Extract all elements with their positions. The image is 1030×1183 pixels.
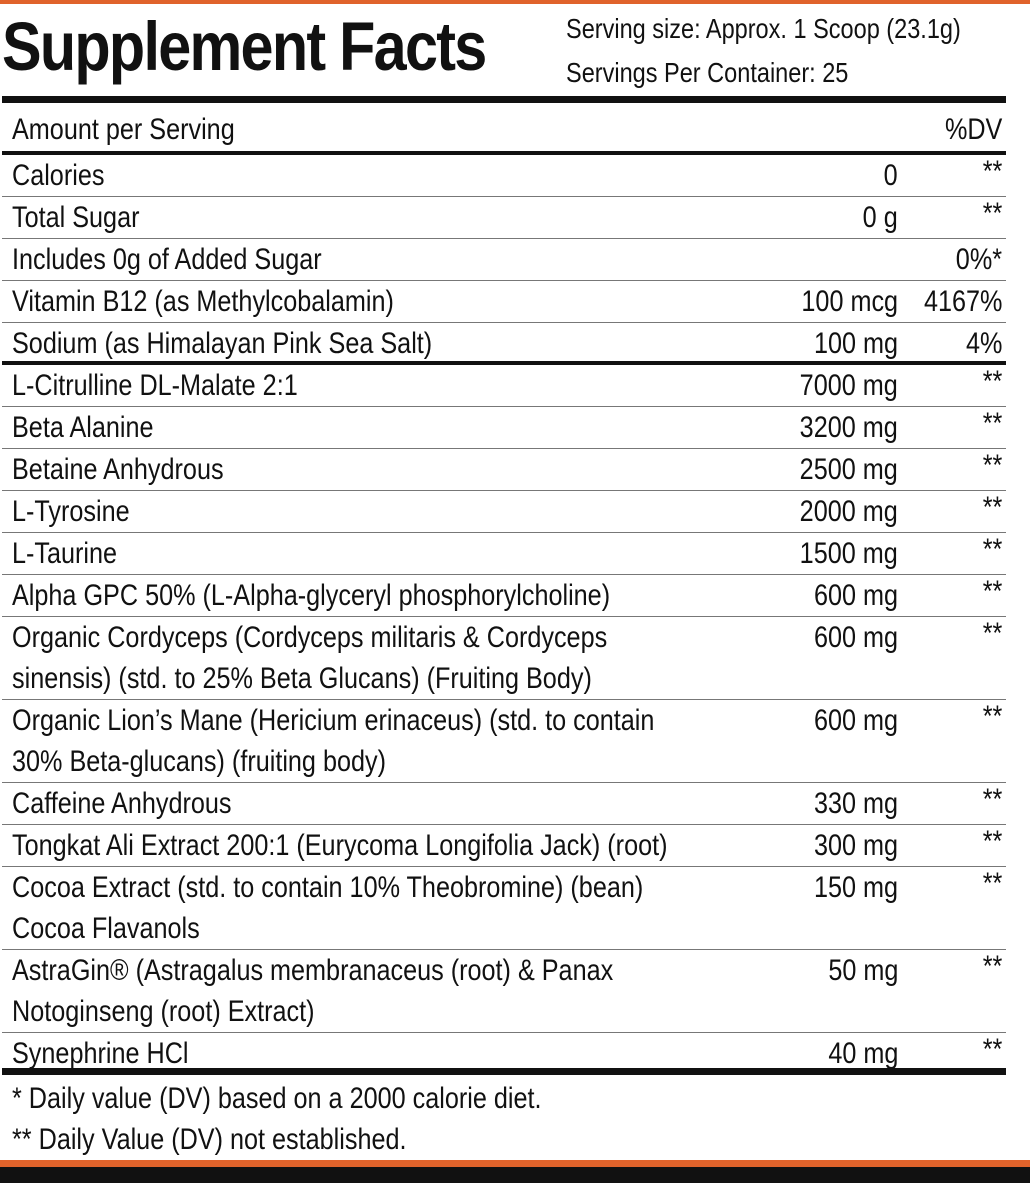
ingredient-name-line: Beta Alanine [12,411,154,444]
ingredient-amount: 330 mg [813,787,898,820]
ingredient-name [12,491,130,532]
serving-size: Serving size: Approx. 1 Scoop (23.1g) [566,13,961,44]
table-row [2,323,1006,365]
panel-title: Supplement Facts [2,8,486,85]
amount-per-serving-label: Amount per Serving [12,113,235,146]
footnotes [12,1078,542,1160]
ingredient-amount: 2500 mg [799,453,898,486]
dv-header-label: %DV [944,113,1002,146]
serving-info [566,8,961,96]
ingredient-name-line: Notoginseng (root) Extract) [12,995,315,1028]
table-row [2,700,1006,783]
ingredient-name [12,281,394,322]
ingredient-name-line: Alpha GPC 50% (L-Alpha-glyceryl phosphorylcholine) [12,579,611,612]
ingredient-name [12,323,432,364]
ingredient-amount: 7000 mg [799,369,898,402]
ingredient-dv: ** [982,867,1002,900]
ingredient-name-line: Vitamin B12 (as Methylcobalamin) [12,285,394,318]
ingredient-name [12,700,654,782]
ingredient-dv: ** [982,1033,1002,1066]
ingredient-amount: 100 mg [813,327,898,360]
ingredient-name [12,533,117,574]
ingredient-name-line: AstraGin® (Astragalus membranaceus (root) & Panax [12,954,614,987]
ingredient-amount: 600 mg [813,621,898,654]
table-row [2,239,1006,281]
thick-divider [2,96,1006,103]
bottom-accent-band [0,1160,1030,1167]
ingredient-dv: 4% [965,327,1002,360]
ingredient-dv: ** [982,197,1002,230]
ingredient-name [12,575,610,616]
ingredient-amount: 100 mcg [801,285,898,318]
ingredient-amount: 50 mg [827,954,898,987]
ingredient-name-line: Betaine Anhydrous [12,453,224,486]
table-row [2,950,1006,1033]
ingredient-amount: 300 mg [813,829,898,862]
ingredient-name-line: L-Tyrosine [12,495,130,528]
footnote-dv-not-established: ** Daily Value (DV) not established. [12,1123,407,1156]
ingredient-dv: ** [982,575,1002,608]
table-row [2,365,1006,407]
table-row [2,197,1006,239]
table-row [2,783,1006,825]
ingredient-dv: 0%* [955,243,1002,276]
ingredient-dv: ** [982,617,1002,650]
ingredient-name-line: Organic Lion’s Mane (Hericium erinaceus) (std. to contain [12,704,655,737]
ingredient-name [12,407,154,448]
ingredient-amount: 0 [883,159,898,192]
ingredient-name [12,783,232,824]
ingredient-amount: 150 mg [813,871,898,904]
bottom-black-band [0,1167,1030,1183]
ingredient-name [12,617,607,699]
ingredient-amount: 40 mg [827,1037,898,1070]
ingredient-dv: ** [982,365,1002,398]
table-row [2,867,1006,950]
ingredient-amount: 2000 mg [799,495,898,528]
ingredient-name [12,197,139,238]
ingredient-name [12,867,643,949]
ingredient-name-line: Caffeine Anhydrous [12,787,232,820]
ingredient-name-line: L-Citrulline DL-Malate 2:1 [12,369,298,402]
table-row [2,281,1006,323]
ingredient-amount: 0 g [862,201,898,234]
ingredient-dv: ** [982,825,1002,858]
ingredient-dv: ** [982,449,1002,482]
ingredient-name [12,365,298,406]
ingredient-dv: ** [982,155,1002,188]
ingredient-dv: ** [982,533,1002,566]
ingredient-dv: ** [982,783,1002,816]
table-row [2,825,1006,867]
ingredient-name [12,1033,188,1074]
facts-table [2,103,1006,1075]
ingredient-amount: 600 mg [813,579,898,612]
table-row [2,155,1006,197]
ingredient-name [12,825,668,866]
table-row [2,617,1006,700]
ingredient-dv: ** [982,950,1002,983]
ingredient-dv: ** [982,407,1002,440]
ingredient-name-line: Sodium (as Himalayan Pink Sea Salt) [12,327,433,360]
table-row [2,407,1006,449]
servings-per-container: Servings Per Container: 25 [566,57,849,88]
ingredient-name [12,950,613,1032]
ingredient-name-line: Organic Cordyceps (Cordyceps militaris & Cordyceps [12,621,608,654]
ingredient-name-line: sinensis) (std. to 25% Beta Glucans) (Fruiting Body) [12,662,592,695]
table-header-row [2,103,1006,155]
ingredient-name-line: 30% Beta-glucans) (fruiting body) [12,745,386,778]
ingredient-name [12,239,322,280]
ingredient-name [12,449,224,490]
ingredient-name-line: Cocoa Flavanols [12,912,200,945]
ingredient-name-line: Includes 0g of Added Sugar [12,243,322,276]
footnote-dv-basis: * Daily value (DV) based on a 2000 calorie diet. [12,1082,542,1115]
ingredient-dv: ** [982,491,1002,524]
ingredient-name-line: L-Taurine [12,537,118,570]
table-row [2,1033,1006,1075]
table-row [2,491,1006,533]
ingredient-dv: ** [982,700,1002,733]
ingredient-name-line: Synephrine HCl [12,1037,189,1070]
ingredient-amount: 3200 mg [799,411,898,444]
ingredient-amount: 1500 mg [799,537,898,570]
ingredient-name-line: Calories [12,159,105,192]
ingredient-dv: 4167% [923,285,1002,318]
table-row [2,575,1006,617]
top-accent-band [0,0,1030,4]
ingredient-name [12,155,104,196]
table-row [2,449,1006,491]
ingredient-amount: 600 mg [813,704,898,737]
ingredient-name-line: Cocoa Extract (std. to contain 10% Theobromine) (bean) [12,871,644,904]
ingredient-name-line: Tongkat Ali Extract 200:1 (Eurycoma Longifolia Jack) (root) [12,829,668,862]
table-row [2,533,1006,575]
ingredient-name-line: Total Sugar [12,201,140,234]
